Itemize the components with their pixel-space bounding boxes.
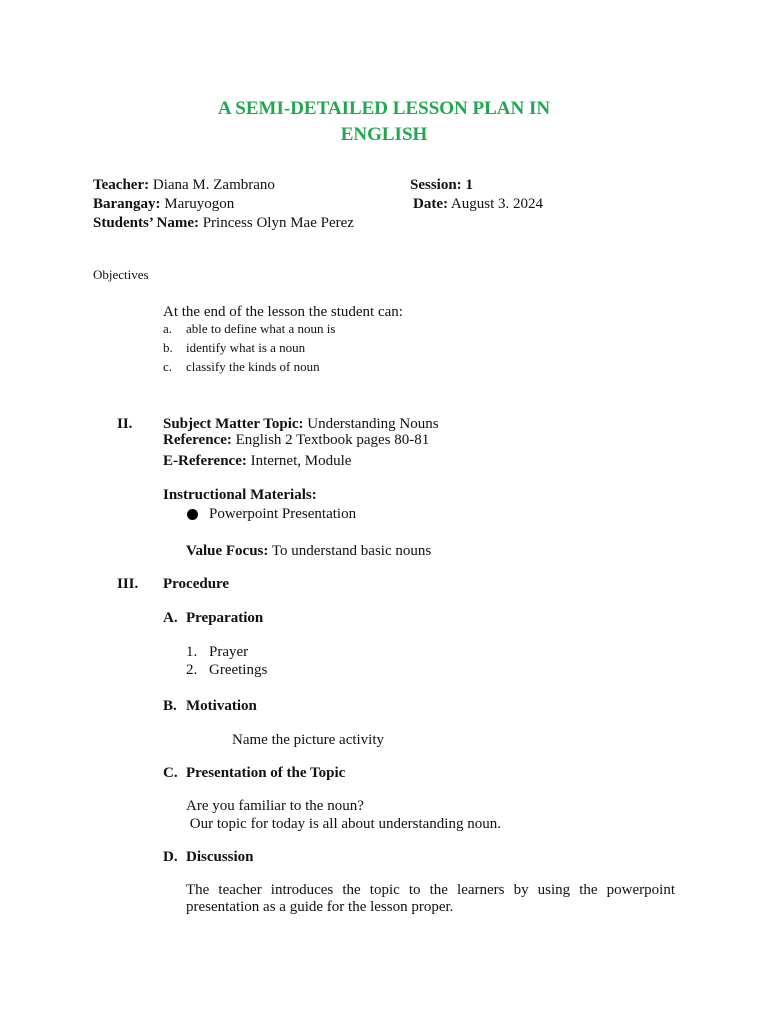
preparation-heading: Preparation: [186, 610, 264, 626]
list-marker: 1.: [186, 644, 198, 660]
preparation-item: Prayer: [209, 644, 249, 660]
motivation-heading: Motivation: [186, 698, 257, 714]
topic-label: Subject Matter Topic:: [163, 416, 304, 432]
reference-value: English 2 Textbook pages 80-81: [235, 432, 430, 448]
session-field: [410, 176, 473, 194]
objective-marker: a.: [163, 321, 173, 336]
section-numeral: II.: [117, 416, 133, 432]
bullet-icon: [187, 509, 198, 520]
barangay-field: [93, 195, 234, 213]
document-title-line-2: ENGLISH: [340, 124, 428, 145]
objective-item: identify what is a noun: [186, 340, 306, 355]
teacher-value: Diana M. Zambrano: [152, 177, 275, 193]
presentation-heading: Presentation of the Topic: [186, 765, 346, 781]
barangay-label: Barangay:: [93, 196, 161, 212]
e-reference-label: E-Reference:: [163, 453, 247, 469]
objectives-heading: Objectives: [93, 267, 149, 282]
subsection-marker: C.: [163, 765, 178, 781]
students-name-field: [93, 214, 354, 232]
list-marker: 2.: [186, 662, 198, 678]
teacher-field: [93, 176, 275, 194]
reference-label: Reference:: [163, 432, 232, 448]
date-field: [413, 195, 543, 213]
topic-value: Understanding Nouns: [307, 416, 439, 432]
session-value: 1: [465, 177, 473, 193]
subsection-marker: B.: [163, 698, 177, 714]
session-label: Session:: [410, 177, 462, 193]
subsection-marker: A.: [163, 610, 178, 626]
document-title-line-1: A SEMI-DETAILED LESSON PLAN IN: [217, 98, 551, 119]
reference: [163, 431, 429, 449]
presentation-line-1: Are you familiar to the noun?: [186, 798, 364, 814]
objectives-intro: At the end of the lesson the student can:: [163, 304, 403, 320]
barangay-value: Maruyogon: [164, 196, 235, 212]
objective-marker: c.: [163, 359, 173, 374]
presentation-line-2: Our topic for today is all about understanding noun.: [186, 816, 501, 832]
subsection-marker: D.: [163, 849, 178, 865]
e-reference-value: Internet, Module: [250, 453, 352, 469]
students-name-value: Princess Olyn Mae Perez: [202, 215, 354, 231]
discussion-text: The teacher introduces the topic to the learners by using the powerpoint presentation as a guide for the lesson proper.: [186, 882, 675, 915]
section-numeral: III.: [117, 576, 139, 592]
procedure-heading: Procedure: [163, 576, 230, 592]
value-focus-value: To understand basic nouns: [271, 543, 432, 559]
teacher-label: Teacher:: [93, 177, 150, 193]
preparation-item: Greetings: [209, 662, 268, 678]
motivation-text: Name the picture activity: [232, 732, 385, 748]
objective-marker: b.: [163, 340, 173, 355]
value-focus: [186, 542, 431, 560]
students-name-label: Students’ Name:: [93, 215, 199, 231]
value-focus-label: Value Focus:: [186, 543, 269, 559]
date-label: Date:: [413, 196, 448, 212]
objective-item: able to define what a noun is: [186, 321, 336, 336]
instructional-materials-heading: Instructional Materials:: [163, 487, 317, 503]
materials-item: Powerpoint Presentation: [209, 506, 357, 522]
objective-item: classify the kinds of noun: [186, 359, 320, 374]
e-reference: [163, 452, 351, 470]
discussion-heading: Discussion: [186, 849, 254, 865]
date-value: August 3. 2024: [450, 196, 544, 212]
